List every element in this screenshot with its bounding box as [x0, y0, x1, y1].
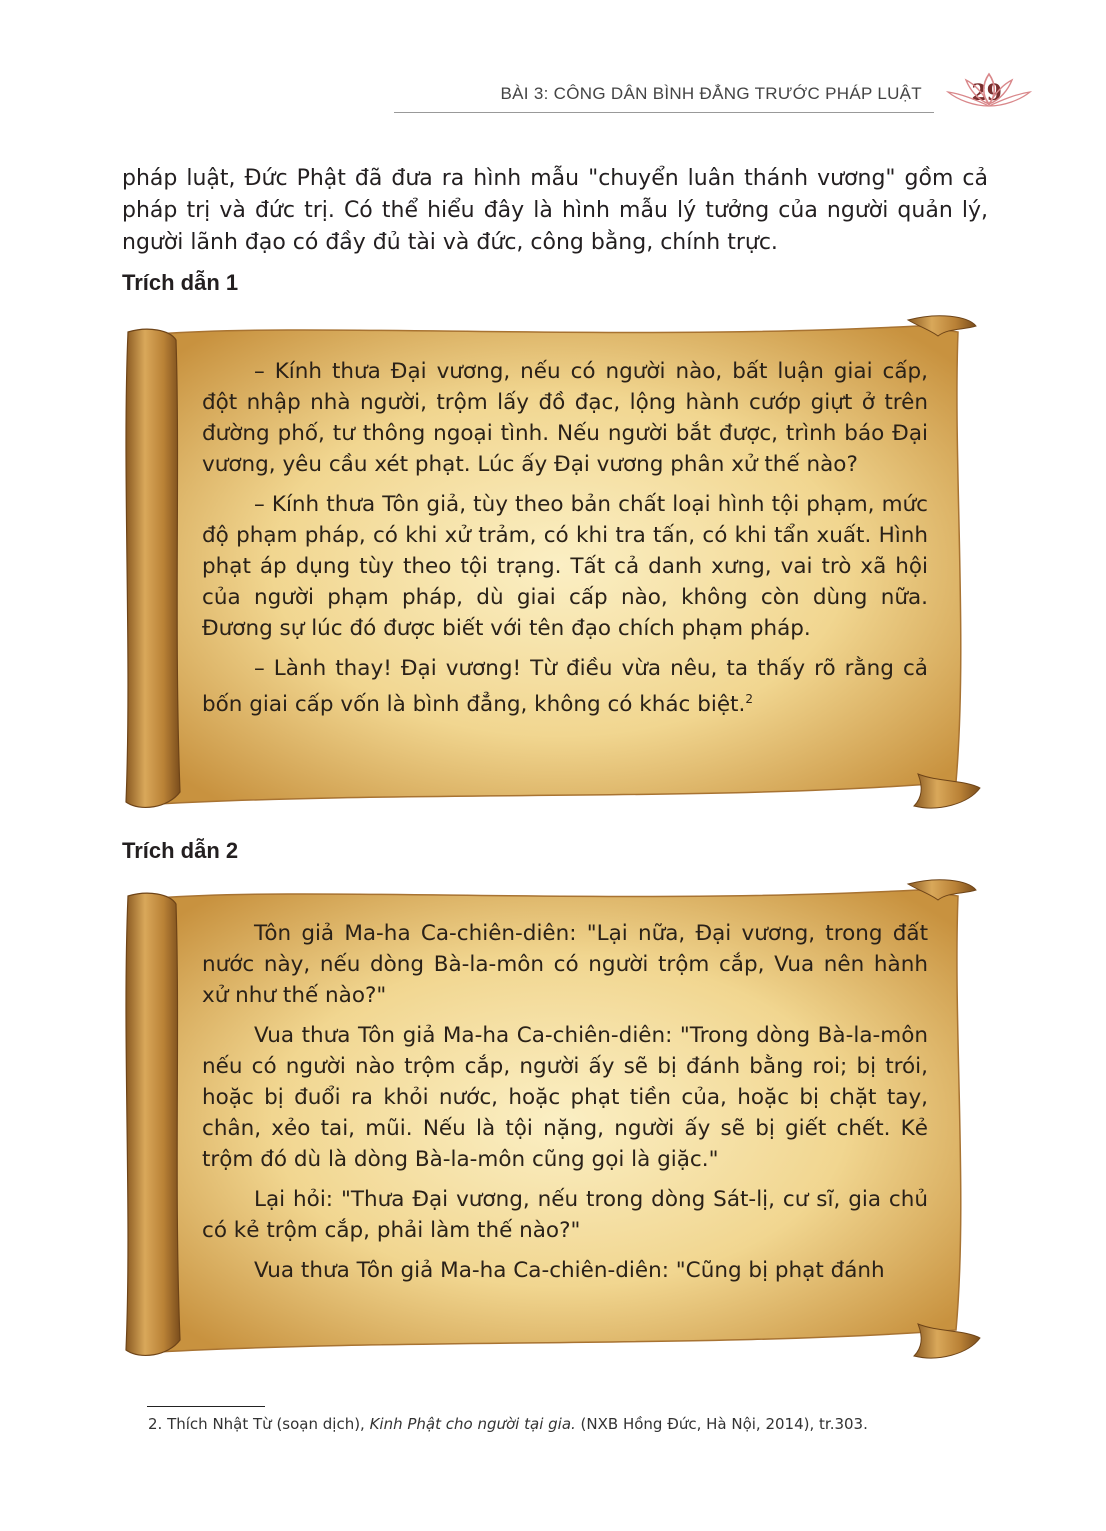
quote-2-scroll	[118, 878, 988, 1370]
quote-1-paragraph	[202, 653, 928, 720]
quote-1-paragraph: – Kính thưa Đại vương, nếu có người nào, bất luận giai cấp, đột nhập nhà người, trộm lấy đồ đạc, lộng hành cướp giựt ở trên đường phố, tư thông ngoại tình. Nếu người bắt được, trình báo Đại vương, yêu cầu xét phạt. Lúc ấy Đại vương phân xử thế nào?	[202, 359, 928, 477]
quote-2-body	[202, 918, 928, 1295]
chapter-title: BÀI 3: CÔNG DÂN BÌNH ĐẲNG TRƯỚC PHÁP LUẬT	[500, 84, 922, 103]
quote-1-paragraph: – Kính thưa Tôn giả, tùy theo bản chất loại hình tội phạm, mức độ phạm pháp, có khi xử trảm, có khi tra tấn, có khi tẩn xuất. Hình phạt áp dụng tùy theo tội trạng. Tất cả danh xưng, vai trò xã hội của người phạm pháp, dù giai cấp nào, không còn dùng nữa. Đương sự lúc đó được biết với tên đạo chích phạm pháp.	[202, 492, 928, 641]
quote-1-body	[202, 356, 928, 729]
quote-1-scroll	[118, 312, 988, 822]
footnote-book-title: Kinh Phật cho người tại gia.	[369, 1415, 576, 1433]
page-header	[394, 76, 1034, 116]
quote-1-heading: Trích dẫn 1	[122, 270, 239, 295]
intro-paragraph: pháp luật, Đức Phật đã đưa ra hình mẫu "chuyển luân thánh vương" gồm cả pháp trị và đức trị. Có thể hiểu đây là hình mẫu lý tưởng của người quản lý, người lãnh đạo có đầy đủ tài và đức, công bằng, chính trực.	[122, 166, 988, 255]
footnote-ref[interactable]: 2	[745, 692, 753, 706]
footnote	[148, 1415, 988, 1433]
quote-2-paragraph: Tôn giả Ma-ha Ca-chiên-diên: "Lại nữa, Đại vương, trong đất nước này, nếu dòng Bà-la-môn có người trộm cắp, Vua nên hành xử như thế nào?"	[202, 921, 928, 1008]
quote-2-heading: Trích dẫn 2	[122, 838, 239, 863]
header-rule	[394, 112, 934, 113]
footnote-tail: (NXB Hồng Đức, Hà Nội, 2014), tr.303.	[575, 1415, 868, 1433]
footnote-rule	[147, 1406, 265, 1407]
quote-2-paragraph: Vua thưa Tôn giả Ma-ha Ca-chiên-diên: "Cũng bị phạt đánh	[254, 1258, 885, 1283]
quote-2-paragraph: Vua thưa Tôn giả Ma-ha Ca-chiên-diên: "Trong dòng Bà-la-môn nếu có người nào trộm cắp, người ấy sẽ bị đánh bằng roi; bị trói, hoặc bị đuổi ra khỏi nước, hoặc phạt tiền của, hoặc bị chặt tay, chân, xẻo tai, mũi. Nếu là tội nặng, người ấy sẽ bị giết chết. Kẻ trộm đó dù là dòng Bà-la-môn cũng gọi là giặc."	[202, 1023, 928, 1172]
page-number: 29	[971, 80, 1002, 106]
quote-1-paragraph-text: – Lành thay! Đại vương! Từ điều vừa nêu, ta thấy rõ rằng cả bốn giai cấp vốn là bình đẳng, không có khác biệt.	[202, 656, 928, 718]
quote-2-paragraph: Lại hỏi: "Thưa Đại vương, nếu trong dòng Sát-lị, cư sĩ, gia chủ có kẻ trộm cắp, phải làm thế nào?"	[202, 1187, 928, 1243]
footnote-lead: 2. Thích Nhật Từ (soạn dịch),	[148, 1415, 370, 1433]
lotus-icon	[944, 70, 1034, 114]
